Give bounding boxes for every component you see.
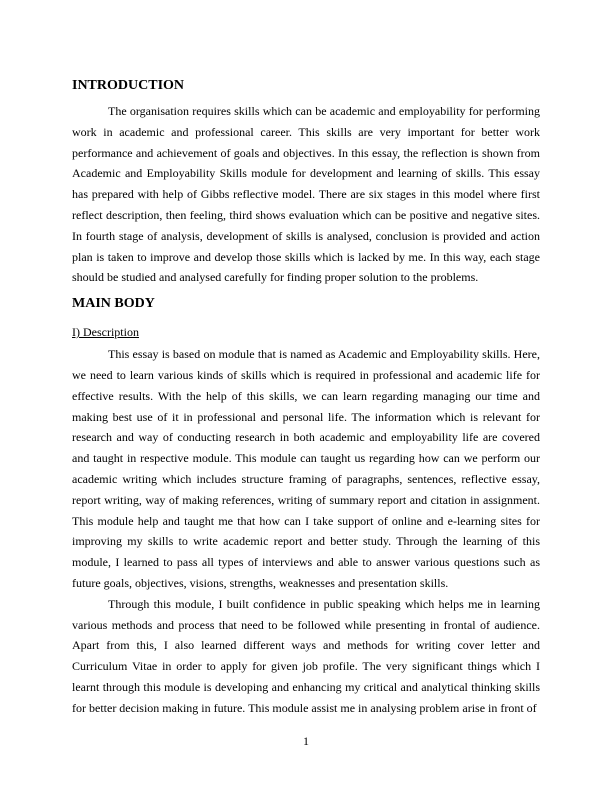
introduction-heading: INTRODUCTION <box>72 78 185 93</box>
description-paragraph-2: Through this module, I built confidence in public speaking which helps me in learning various methods and process that need to be followed while presenting in frontal of audience. Apart from this, I also learned different ways and methods for writing cover letter and Curriculum Vitae in order to apply for given job profile. The very significant things which I learnt through this module is developing and enhancing my critical and analytical thinking skills for better decision making in future. This module assist me in analysing problem arise in front of <box>72 596 540 715</box>
description-paragraph-1: This essay is based on module that is named as Academic and Employability skills. Here, we need to learn various kinds of skills which is required in professional and academic life for effective results. With the help of this skills, we can learn regarding managing our time and making best use of it in professional and personal life. The information which is relevant for research and way of conducting research in both academic and employability life are covered and taught in respective module. This module can taught us regarding how can we perform our academic writing which includes structure framing of paragraphs, sentences, reflective essay, report writing, way of making references, writing of summary report and citation in assignment. This module help and taught me that how can I take support of online and e-learning sites for improving my skills to write academic report and better study. Through the learning of this module, I learned to pass all types of interviews and able to answer various questions such as future goals, objectives, visions, strengths, weaknesses and presentation skills. <box>72 347 540 590</box>
introduction-paragraph: The organisation requires skills which can be academic and employability for performing work in academic and professional career. This skills are very important for better work performance and achievement of goals and objectives. In this essay, the reflection is shown from Academic and Employability Skills module for development and learning of skills. This essay has prepared with help of Gibbs reflective model. There are six stages in this model where first reflect description, then feeling, third shows evaluation which can be positive and negative sites. In fourth stage of analysis, development of skills is analysed, conclusion is provided and action plan is taken to improve and develop those skills which is lacked by me. In this way, each stage should be studied and analysed carefully for finding proper solution to the problems. <box>72 104 540 285</box>
page-number: 1 <box>303 734 309 748</box>
description-subheading: I) Description <box>72 325 139 340</box>
main-body-heading: MAIN BODY <box>72 296 155 312</box>
